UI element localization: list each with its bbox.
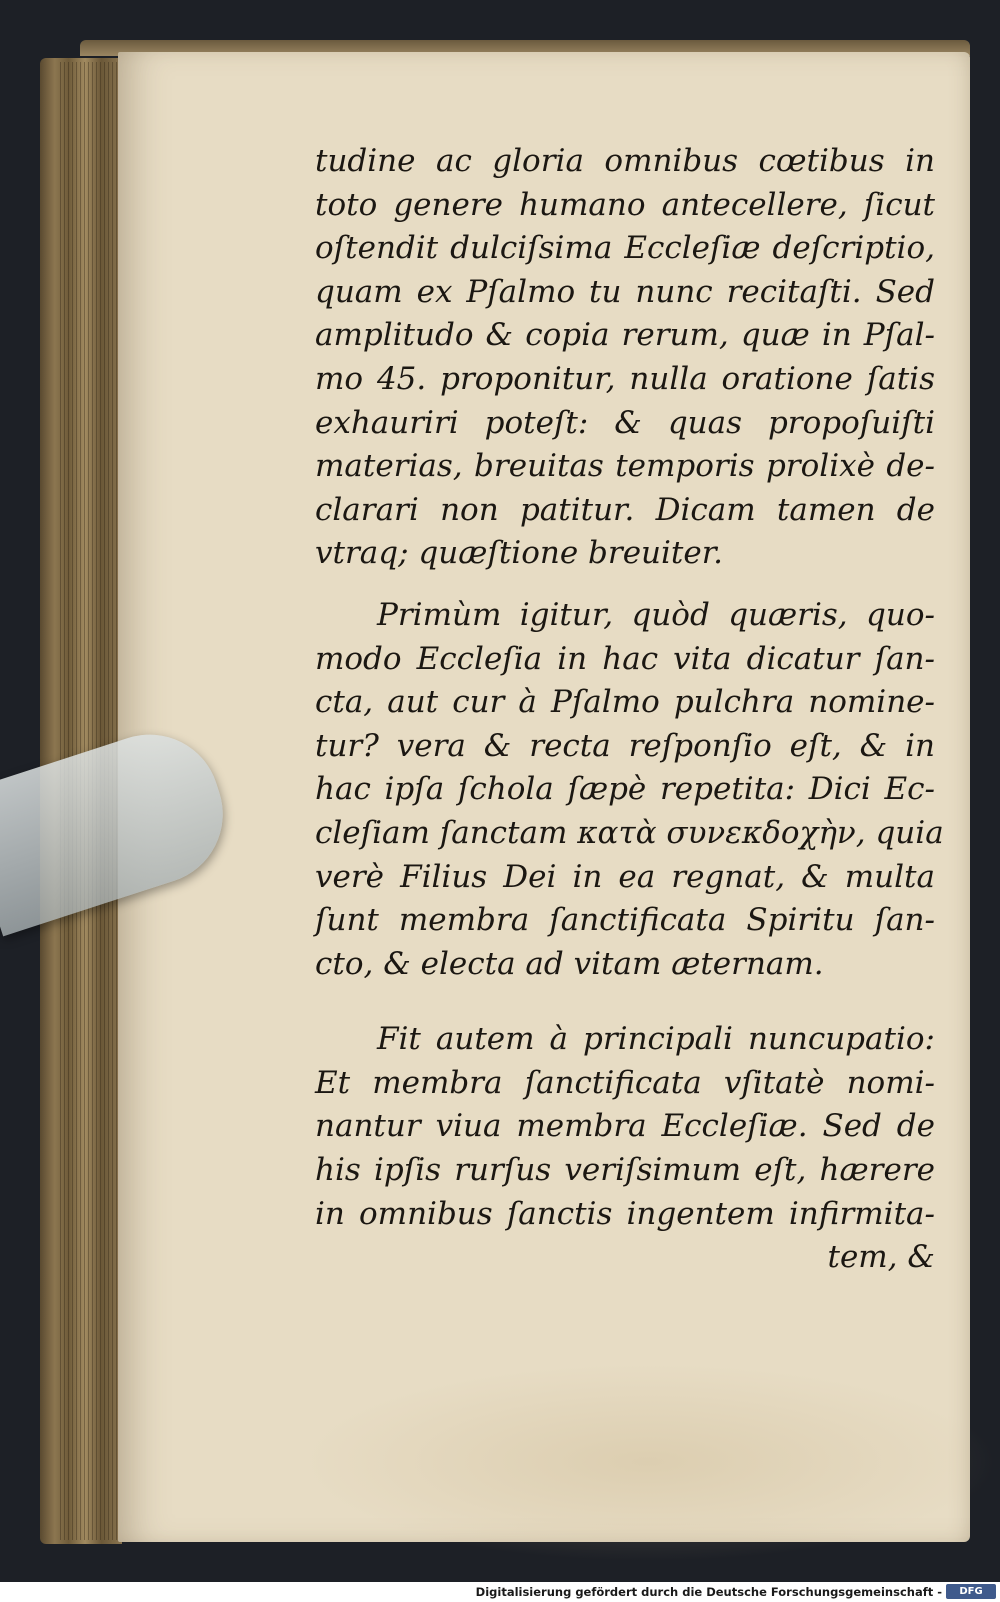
footer-bar <box>0 1582 1000 1602</box>
text-line: vtraq; quæſtione breuiter. <box>315 535 723 572</box>
text-line: cleſiam ſanctam κατὰ συνεκδοχὴν, quia <box>315 814 944 851</box>
text-line: clarari non patitur. Dicam tamen de <box>315 491 935 528</box>
text-line: amplitudo & copia rerum, quæ in Pſal- <box>315 317 935 354</box>
text-line: exhauriri poteſt: & quas propoſuiſti <box>315 404 935 441</box>
text-line: mo 45. proponitur, nulla oratione ſatis <box>315 360 935 397</box>
text-line: cta, aut cur à Pſalmo pulchra nomine- <box>315 684 935 721</box>
text-line: Et membra ſanctificata vſitatè nomi- <box>315 1064 935 1101</box>
text-line: tur? vera & recta reſponſio eſt, & in <box>315 727 935 764</box>
funding-notice: Digitalisierung gefördert durch die Deutsche Forschungsgemeinschaft - <box>475 1585 942 1599</box>
page-stain <box>298 1362 998 1562</box>
page-text <box>315 140 944 1280</box>
text-line: verè Filius Dei in ea regnat, & multa <box>315 858 935 895</box>
text-line: in omnibus ſanctis ingentem infirmita- <box>315 1195 935 1232</box>
text-line: modo Eccleſia in hac vita dicatur ſan- <box>315 640 935 677</box>
text-line: materias, breuitas temporis prolixè de- <box>315 448 935 485</box>
paragraph-gap <box>315 986 935 1018</box>
text-line: nantur viua membra Eccleſiæ. Sed de <box>315 1108 935 1145</box>
dfg-logo: DFG <box>946 1584 996 1599</box>
catchword: tem, & <box>827 1239 935 1276</box>
paragraph-gap <box>315 576 935 594</box>
text-line: Fit autem à principali nuncupatio: <box>377 1021 935 1058</box>
text-line: his ipſis rurſus veriſsimum eſt, hærere <box>315 1152 935 1189</box>
text-line: tudine ac gloria omnibus cœtibus in <box>315 143 935 179</box>
text-line: oſtendit dulciſsima Eccleſiæ deſcriptio, <box>315 230 935 267</box>
text-line: toto genere humano antecellere, ſicut <box>315 186 935 223</box>
text-line: cto, & electa ad vitam æternam. <box>315 945 824 982</box>
text-line: Primùm igitur, quòd quæris, quo- <box>377 596 935 633</box>
text-line: hac ipſa ſchola ſæpè repetita: Dici Ec- <box>315 771 935 808</box>
text-line: quam ex Pſalmo tu nunc recitaſti. Sed <box>315 273 935 310</box>
text-line: ſunt membra ſanctificata Spiritu ſan- <box>315 902 935 939</box>
